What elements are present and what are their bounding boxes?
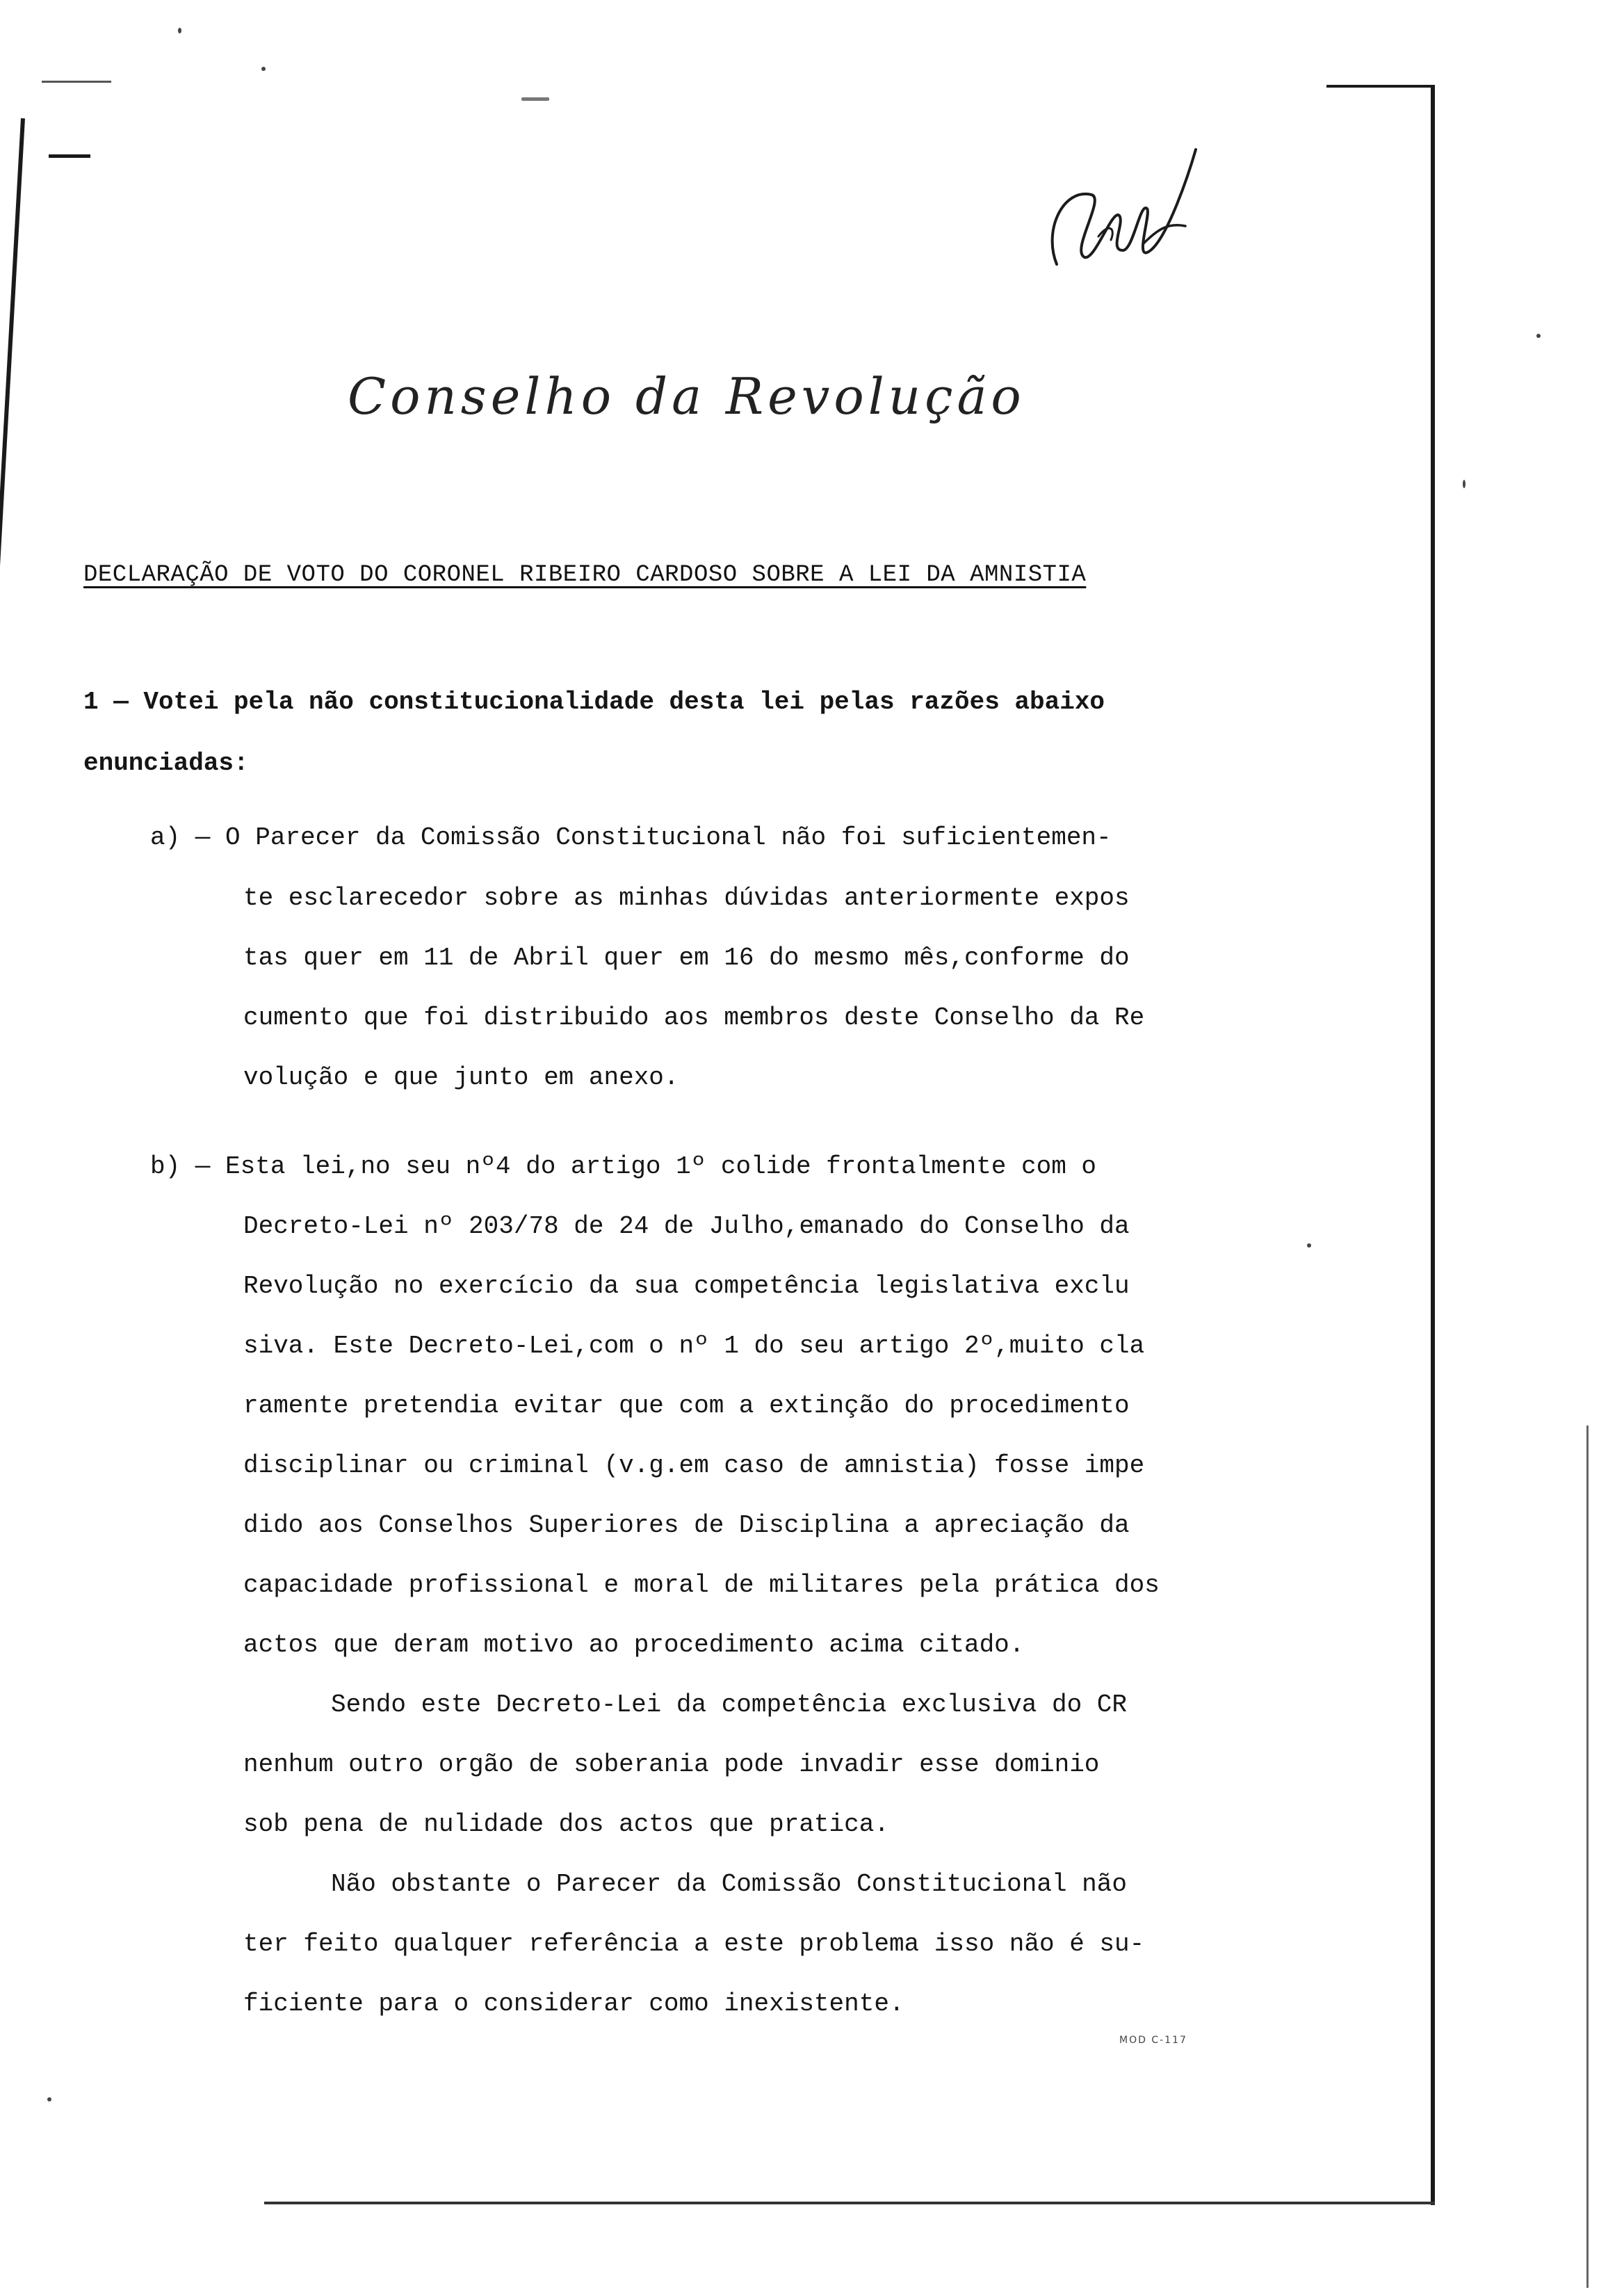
item-b-line: Decreto-Lei nº 203/78 de 24 de Julho,emanado do Conselho da [243, 1212, 1130, 1241]
scan-speck [1307, 1243, 1311, 1248]
scan-border-bottom [264, 2202, 1435, 2204]
item-a-line: cumento que foi distribuido aos membros deste Conselho da Re [243, 1003, 1145, 1032]
paragraph-line: Sendo este Decreto-Lei da competência exclusiva do CR [331, 1690, 1127, 1719]
scan-border-left [0, 118, 25, 785]
item-a-line: te esclarecedor sobre as minhas dúvidas anteriormente expos [243, 884, 1130, 912]
scan-mark-left [49, 154, 90, 158]
scan-border-right [1431, 88, 1435, 2205]
scan-edge-far-right [1586, 1426, 1589, 2288]
item-b-line: b) — Esta lei,no seu nº4 do artigo 1º colide frontalmente com o [150, 1152, 1097, 1181]
paragraph-line: ficiente para o considerar como inexistente. [243, 1990, 904, 2018]
scan-mark-top-left [42, 81, 111, 83]
scan-speck [47, 2097, 51, 2101]
paragraph-line: ter feito qualquer referência a este problema isso não é su- [243, 1930, 1145, 1958]
scan-speck [521, 97, 549, 101]
item-b-line: siva. Este Decreto-Lei,com o nº 1 do seu artigo 2º,muito cla [243, 1332, 1145, 1360]
handwritten-signature [1029, 146, 1203, 285]
intro-line: enunciadas: [83, 749, 249, 777]
paragraph-line: nenhum outro orgão de soberania pode invadir esse dominio [243, 1750, 1100, 1779]
item-b-line: capacidade profissional e moral de militares pela prática dos [243, 1571, 1160, 1599]
item-a-line: tas quer em 11 de Abril quer em 16 do mesmo mês,conforme do [243, 944, 1130, 972]
document-title: DECLARAÇÃO DE VOTO DO CORONEL RIBEIRO CARDOSO SOBRE A LEI DA AMNISTIA [83, 562, 1087, 588]
intro-line: 1 — Votei pela não constitucionalidade desta lei pelas razões abaixo [83, 688, 1105, 716]
item-b-line: ramente pretendia evitar que com a extinção do procedimento [243, 1391, 1130, 1420]
item-a-line: volução e que junto em anexo. [243, 1063, 679, 1092]
item-b-line: Revolução no exercício da sua competência legislativa exclu [243, 1272, 1130, 1300]
paragraph-line: Não obstante o Parecer da Comissão Constitucional não [331, 1870, 1127, 1898]
form-code: MOD C-117 [1119, 2035, 1187, 2046]
scan-speck [178, 28, 181, 33]
item-b-line: actos que deram motivo ao procedimento acima citado. [243, 1631, 1025, 1659]
letterhead: Conselho da Revolução [348, 367, 1025, 426]
paragraph-line: sob pena de nulidade dos actos que pratica. [243, 1810, 889, 1839]
scan-speck [261, 67, 266, 71]
item-a-line: a) — O Parecer da Comissão Constitucional não foi suficientemen- [150, 823, 1112, 852]
item-b-line: dido aos Conselhos Superiores de Disciplina a apreciação da [243, 1511, 1130, 1540]
scan-speck [1463, 480, 1465, 488]
scan-speck [1536, 334, 1541, 338]
scan-border-top [1326, 85, 1435, 88]
item-b-line: disciplinar ou criminal (v.g.em caso de amnistia) fosse impe [243, 1451, 1145, 1480]
